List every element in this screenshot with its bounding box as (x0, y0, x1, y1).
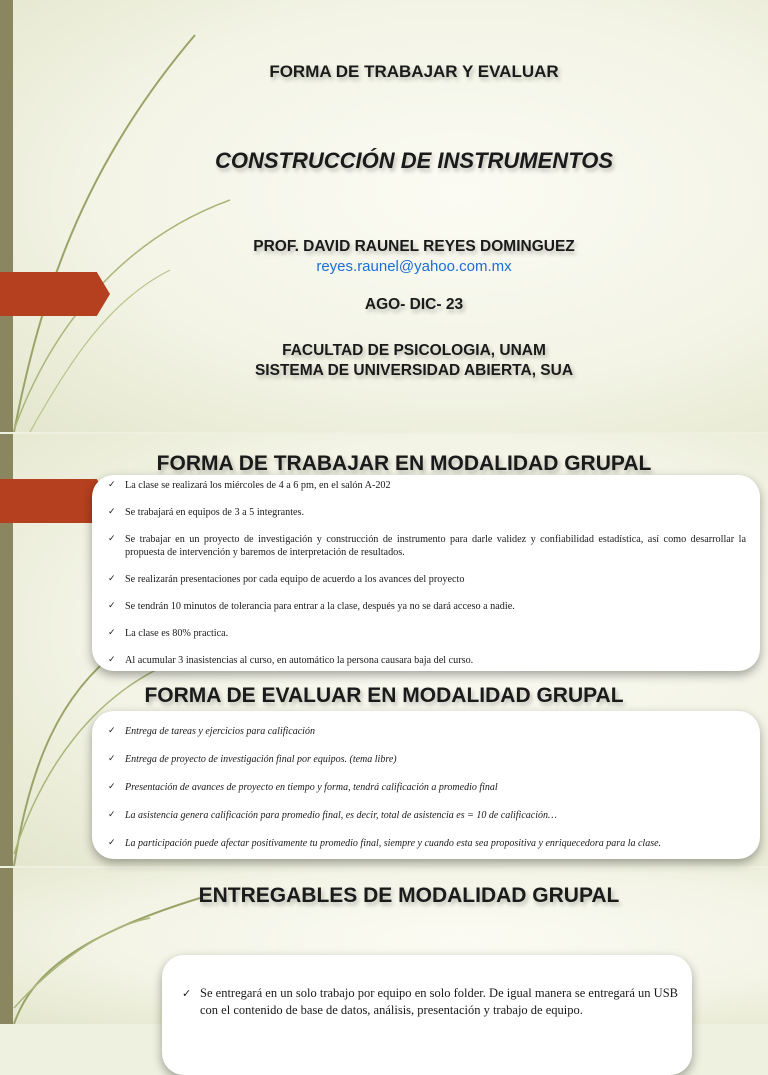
slide-1 (0, 0, 768, 432)
check-icon: ✓ (108, 838, 116, 848)
eval-heading: FORMA DE EVALUAR EN MODALIDAD GRUPAL (144, 684, 624, 707)
work-heading: FORMA DE TRABAJAR EN MODALIDAD GRUPAL (156, 452, 652, 475)
check-icon: ✓ (108, 534, 116, 544)
deliverables-card (162, 955, 692, 1075)
check-icon: ✓ (108, 574, 116, 584)
check-icon: ✓ (108, 601, 116, 611)
list-item: ✓ La asistencia genera calificación para promedio final, es decir, total de asistencia es = 10 de calificación… (108, 810, 557, 821)
list-item: ✓ Se trabajará en equipos de 3 a 5 integrantes. (108, 507, 305, 518)
list-item: ✓ Se realizarán presentaciones por cada equipo de acuerdo a los avances del proyecto (108, 574, 465, 585)
slide-subtitle: CONSTRUCCIÓN DE INSTRUMENTOS (214, 148, 614, 173)
list-item: ✓ Al acumular 3 inasistencias al curso, en automático la persona causara baja del curso. (108, 655, 474, 666)
faculty-name: FACULTAD DE PSICOLOGIA, UNAM (282, 342, 546, 359)
check-icon: ✓ (108, 810, 116, 820)
list-item: ✓ Se trabajar en un proyecto de investigación y construcción de instrumento para darle validez y confiabilidad estadística, así como desarrollar la propuesta de intervención y baremos de interpretación de resultados. (108, 534, 746, 558)
list-item: ✓ Entrega de tareas y ejercicios para calificación (108, 726, 315, 737)
check-icon: ✓ (182, 987, 192, 1000)
slide-title: FORMA DE TRABAJAR Y EVALUAR (269, 62, 559, 81)
left-vertical-bar (0, 0, 13, 432)
check-icon: ✓ (108, 726, 116, 736)
check-icon: ✓ (108, 655, 116, 665)
system-name: SISTEMA DE UNIVERSIDAD ABIERTA, SUA (254, 362, 574, 379)
list-item: ✓ Se tendrán 10 minutos de tolerancia para entrar a la clase, después ya no se dará acceso a nadie. (108, 601, 515, 612)
list-item: ✓ Entrega de proyecto de investigación final por equipos. (tema libre) (108, 754, 397, 765)
list-item: ✓ La clase es 80% practica. (108, 628, 229, 639)
list-item: ✓ Presentación de avances de proyecto en tiempo y forma, tendrá calificación a promedio final (108, 782, 498, 793)
course-period: AGO- DIC- 23 (364, 296, 464, 313)
check-icon: ✓ (108, 628, 116, 638)
check-icon: ✓ (108, 782, 116, 792)
check-icon: ✓ (108, 754, 116, 764)
work-rules-card (92, 475, 760, 671)
list-item: ✓ La participación puede afectar positivamente tu promedio final, siempre y cuando esta sea propositiva y enriquecedora para la clase. (108, 838, 662, 849)
list-item: ✓ Se entregará en un solo trabajo por equipo en solo folder. De igual manera se entregará un USB con el contenido de base de datos, análisis, presentación y trabajo de equipo. (182, 986, 678, 1017)
evaluation-rules-card (92, 711, 760, 859)
list-item: ✓ La clase se realizará los miércoles de 4 a 6 pm, en el salón A-202 (108, 480, 391, 491)
check-icon: ✓ (108, 507, 116, 517)
left-vertical-bar (0, 868, 13, 1024)
check-icon: ✓ (108, 480, 116, 490)
professor-name: PROF. DAVID RAUNEL REYES DOMINGUEZ (253, 238, 575, 255)
deliverables-heading: ENTREGABLES DE MODALIDAD GRUPAL (198, 884, 620, 907)
email-link[interactable]: reyes.raunel@yahoo.com.mx (316, 258, 512, 275)
